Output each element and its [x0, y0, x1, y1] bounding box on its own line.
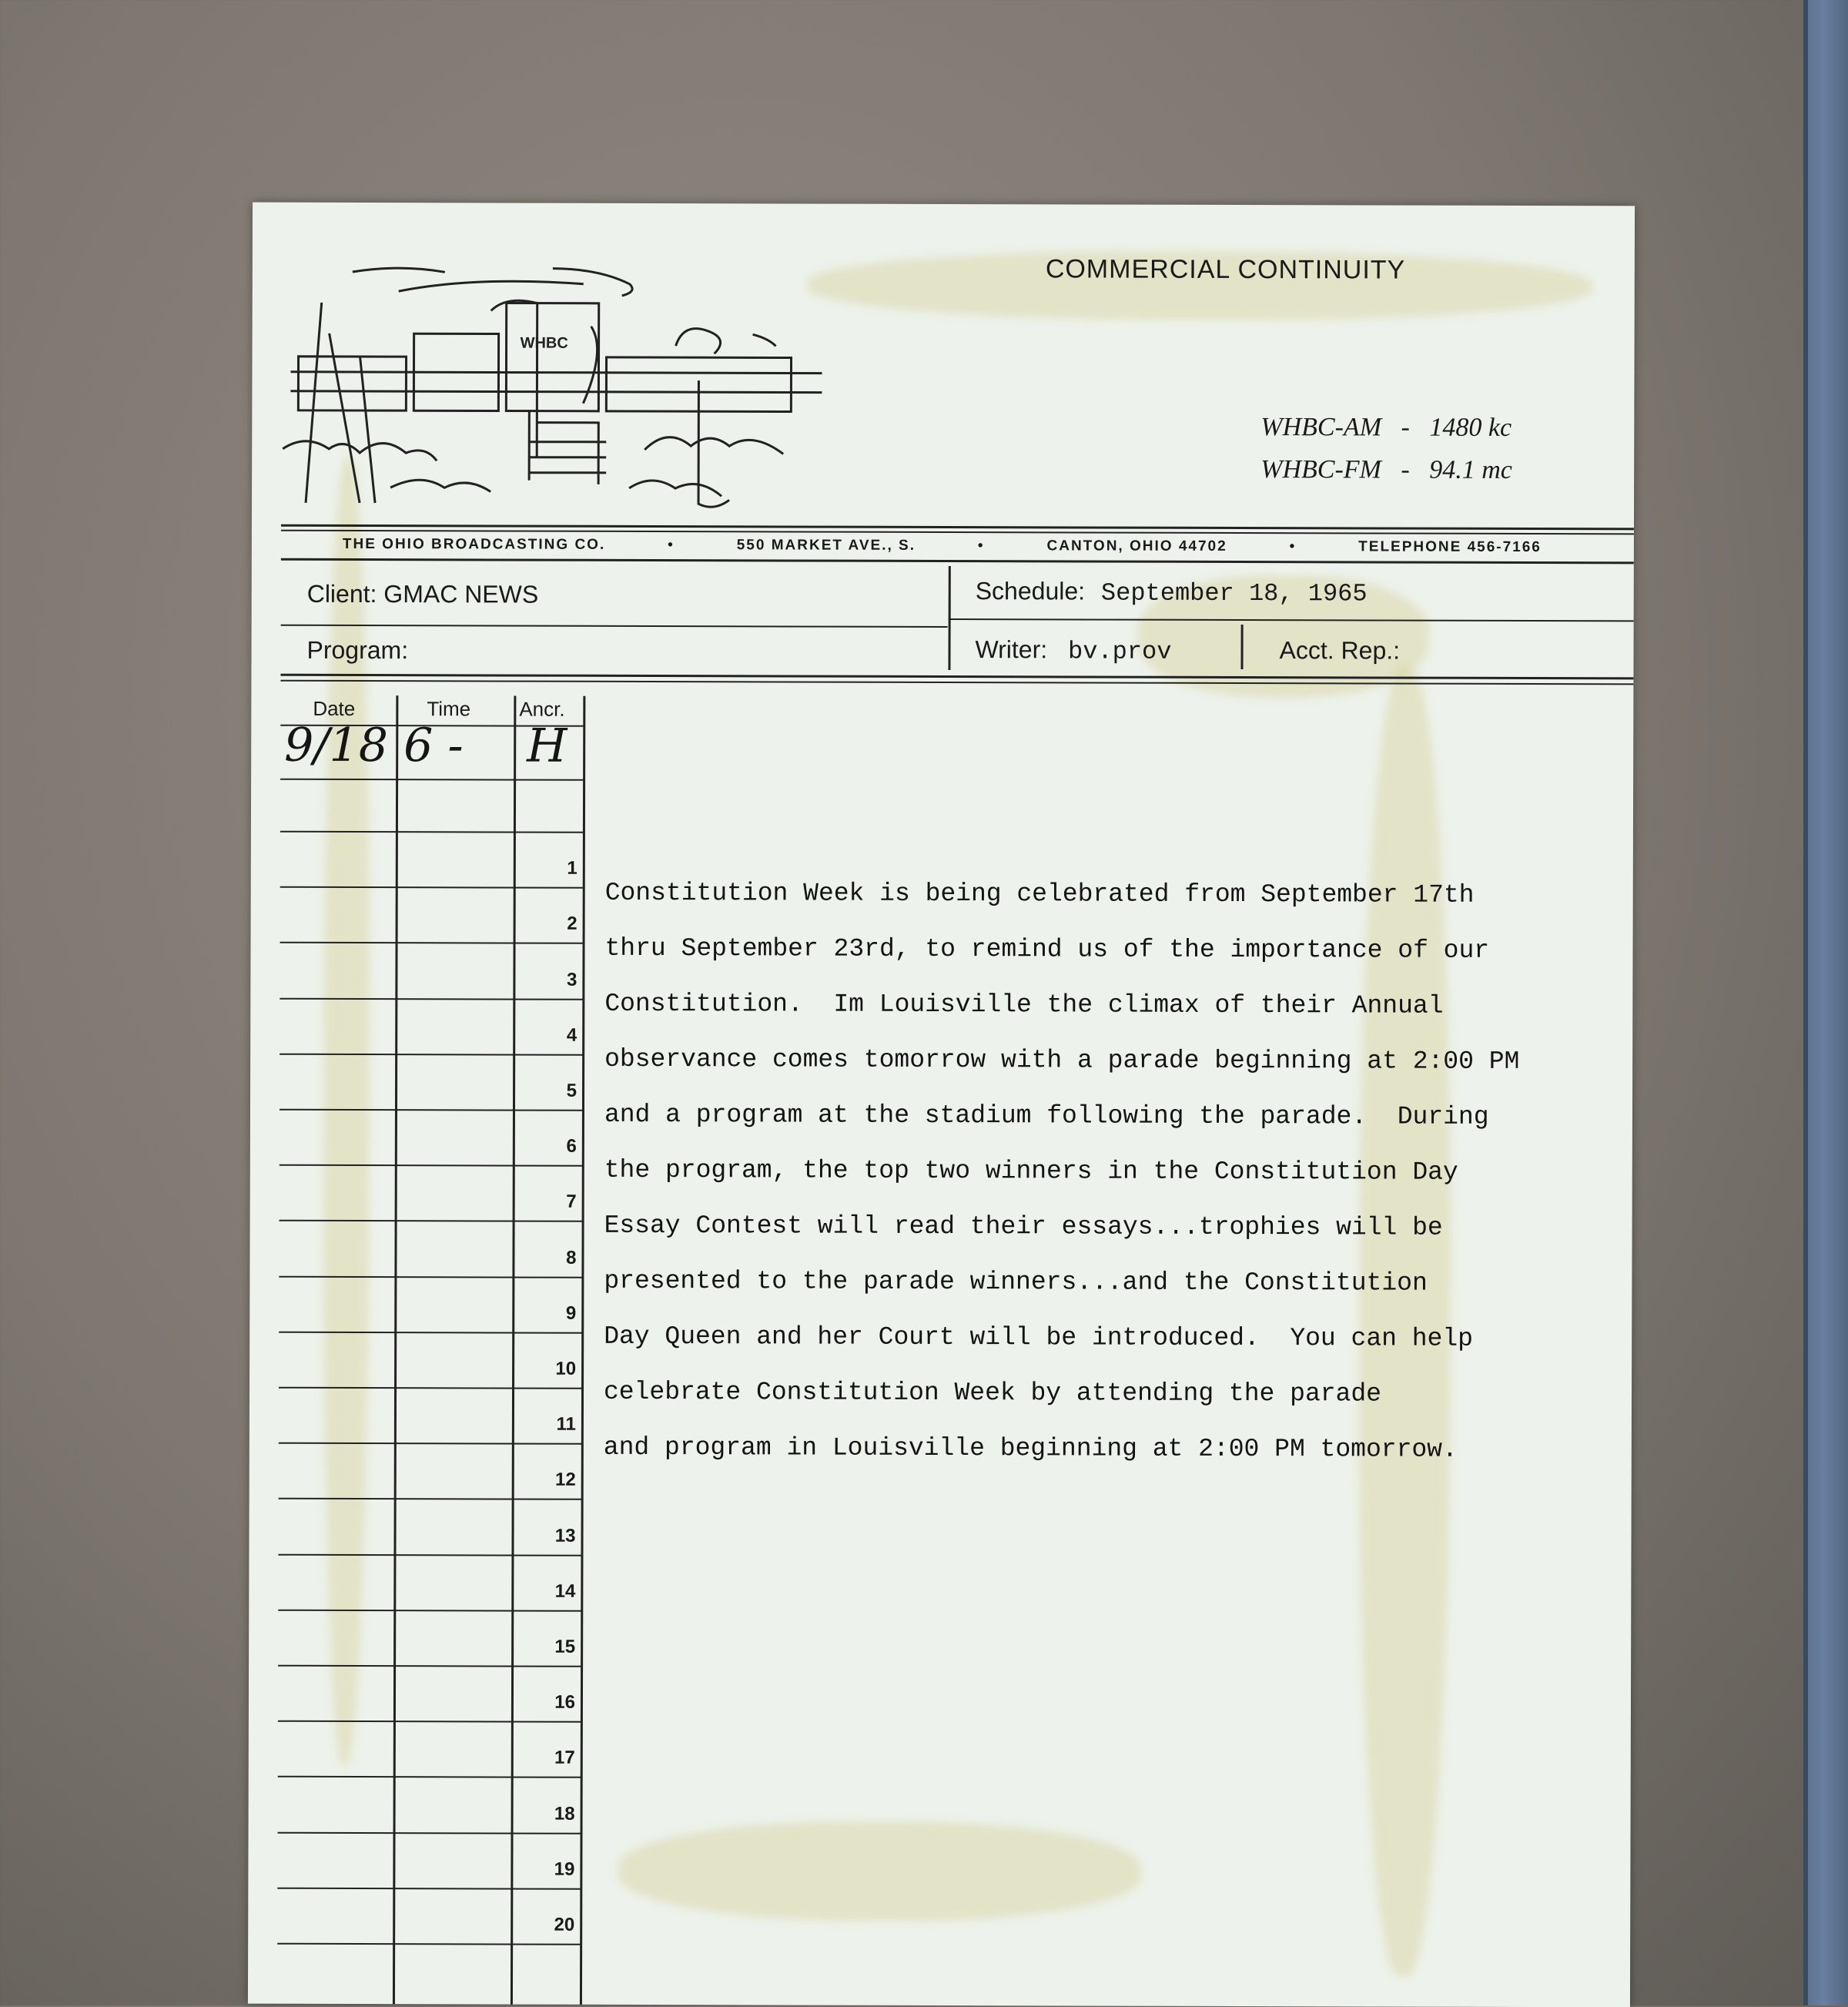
company-name: THE OHIO BROADCASTING CO.	[343, 536, 605, 554]
script-line: and program in Louisville beginning at 2:00 PM tomorrow.	[604, 1420, 1605, 1478]
writer-label: Writer:	[976, 635, 1048, 663]
log-line-number: 5	[524, 1081, 577, 1102]
log-line-number: 10	[524, 1359, 576, 1380]
station-am-sep: -	[1401, 414, 1410, 442]
log-row-line	[280, 779, 584, 781]
log-row-line	[277, 1888, 581, 1890]
log-row-line	[280, 997, 584, 1000]
log-line-number: 17	[523, 1747, 575, 1769]
log-line-number: 15	[523, 1637, 575, 1658]
schedule-value: September 18, 1965	[1101, 579, 1368, 608]
station-fm-sep: -	[1401, 456, 1409, 484]
log-row-line	[278, 1553, 582, 1556]
script-line: observance comes tomorrow with a parade beginning at 2:00 PM	[604, 1032, 1605, 1090]
handwritten-time: 6 -	[403, 719, 464, 772]
divider	[281, 530, 1634, 535]
log-line-number: 8	[524, 1247, 576, 1268]
script-line: celebrate Constitution Week by attending the parade	[604, 1365, 1605, 1422]
client-value: GMAC NEWS	[383, 580, 538, 608]
binder-cover	[1803, 0, 1848, 2005]
schedule-field	[976, 577, 1368, 608]
log-header-ancr: Ancr.	[519, 698, 564, 722]
log-row-line	[280, 1054, 584, 1056]
log-row-line	[280, 1164, 584, 1167]
log-line-number: 3	[524, 969, 577, 990]
telephone: TELEPHONE 456-7166	[1358, 538, 1542, 556]
script-line: thru September 23rd, to remind us of the importance of our	[604, 921, 1605, 979]
program-label: Program:	[306, 636, 408, 664]
writer-value: bv.prov	[1068, 637, 1172, 665]
broadcast-log	[277, 695, 584, 2005]
script-line: the program, the top two winners in the Constitution Day	[604, 1143, 1605, 1201]
log-row-line	[278, 1665, 582, 1667]
acct-rep-field	[1279, 636, 1400, 665]
log-row-line	[278, 1776, 582, 1778]
log-line-number: 20	[522, 1915, 574, 1936]
divider	[281, 625, 948, 628]
log-column-divider	[393, 695, 398, 2005]
city: CANTON, OHIO 44702	[1046, 538, 1227, 555]
log-row-line	[280, 831, 584, 833]
log-row-line	[280, 1220, 584, 1222]
binder-spine	[1803, 0, 1808, 2005]
log-line-number: 2	[525, 913, 578, 935]
handwritten-ancr: H	[527, 719, 567, 773]
address-bullet: •	[1290, 538, 1297, 555]
program-field	[306, 636, 408, 665]
station-am-call: WHBC-AM	[1260, 413, 1381, 441]
script-line: Day Queen and her Court will be introduced. You can help	[604, 1309, 1605, 1367]
log-row-line	[279, 1332, 583, 1334]
log-line-number: 19	[522, 1858, 574, 1880]
divider	[280, 680, 1633, 685]
address-line	[281, 536, 1603, 556]
log-column-divider	[580, 696, 585, 2005]
log-line-number: 11	[524, 1414, 576, 1436]
commercial-script	[604, 866, 1606, 1478]
acct-rep-label: Acct. Rep.:	[1279, 636, 1400, 664]
station-building-logo	[275, 256, 869, 512]
log-column-divider	[511, 696, 516, 2005]
log-line-number: 14	[523, 1580, 575, 1602]
log-line-number: 12	[524, 1469, 576, 1491]
script-line: presented to the parade winners...and the Constitution	[604, 1254, 1605, 1312]
writer-field	[975, 635, 1171, 666]
script-line: and a program at the stadium following the parade. During	[604, 1087, 1605, 1145]
log-line-number: 16	[523, 1692, 575, 1714]
log-line-number: 7	[524, 1191, 577, 1213]
log-line-number: 13	[523, 1525, 575, 1546]
divider	[281, 558, 1634, 565]
divider	[280, 674, 1633, 680]
divider	[1240, 625, 1243, 669]
log-row-line	[279, 1442, 583, 1445]
log-line-number: 1	[525, 858, 578, 880]
stain	[618, 1821, 1141, 1922]
log-line-number: 9	[524, 1302, 576, 1324]
address-bullet: •	[668, 537, 675, 554]
log-row-line	[278, 1831, 582, 1834]
log-row-line	[279, 1275, 583, 1278]
log-row-line	[280, 886, 584, 889]
form-title: COMMERCIAL CONTINUITY	[1046, 254, 1406, 285]
log-row-line	[279, 1387, 583, 1389]
log-header-date: Date	[313, 697, 355, 721]
log-line-number: 6	[524, 1136, 577, 1158]
log-row-line	[279, 1498, 583, 1500]
log-row-line	[280, 942, 584, 944]
client-field	[307, 580, 539, 609]
schedule-label: Schedule:	[976, 577, 1085, 605]
script-line: Essay Contest will read their essays...trophies will be	[604, 1198, 1605, 1256]
log-row-line	[278, 1610, 582, 1612]
station-fm-call: WHBC-FM	[1260, 455, 1381, 484]
divider	[281, 524, 1634, 531]
street-address: 550 MARKET AVE., S.	[737, 537, 916, 555]
script-line: Constitution. Im Louisville the climax of their Annual	[604, 977, 1605, 1034]
client-label: Client:	[307, 580, 377, 608]
log-line-number: 4	[524, 1024, 577, 1046]
handwritten-date: 9/18	[284, 719, 388, 772]
script-line: Constitution Week is being celebrated from September 17th	[605, 866, 1606, 923]
address-bullet: •	[978, 538, 985, 555]
station-am	[1260, 413, 1512, 443]
log-row-line	[278, 1721, 582, 1723]
station-fm	[1260, 455, 1512, 485]
log-row-line	[277, 1943, 581, 1945]
log-row-line	[280, 1109, 584, 1111]
logo-text: WHBC	[521, 335, 568, 352]
continuity-sheet	[248, 203, 1635, 2007]
log-header-time: Time	[427, 697, 470, 721]
log-line-number: 18	[523, 1803, 575, 1824]
station-am-freq: 1480 kc	[1429, 414, 1512, 442]
station-fm-freq: 94.1 mc	[1429, 456, 1512, 484]
